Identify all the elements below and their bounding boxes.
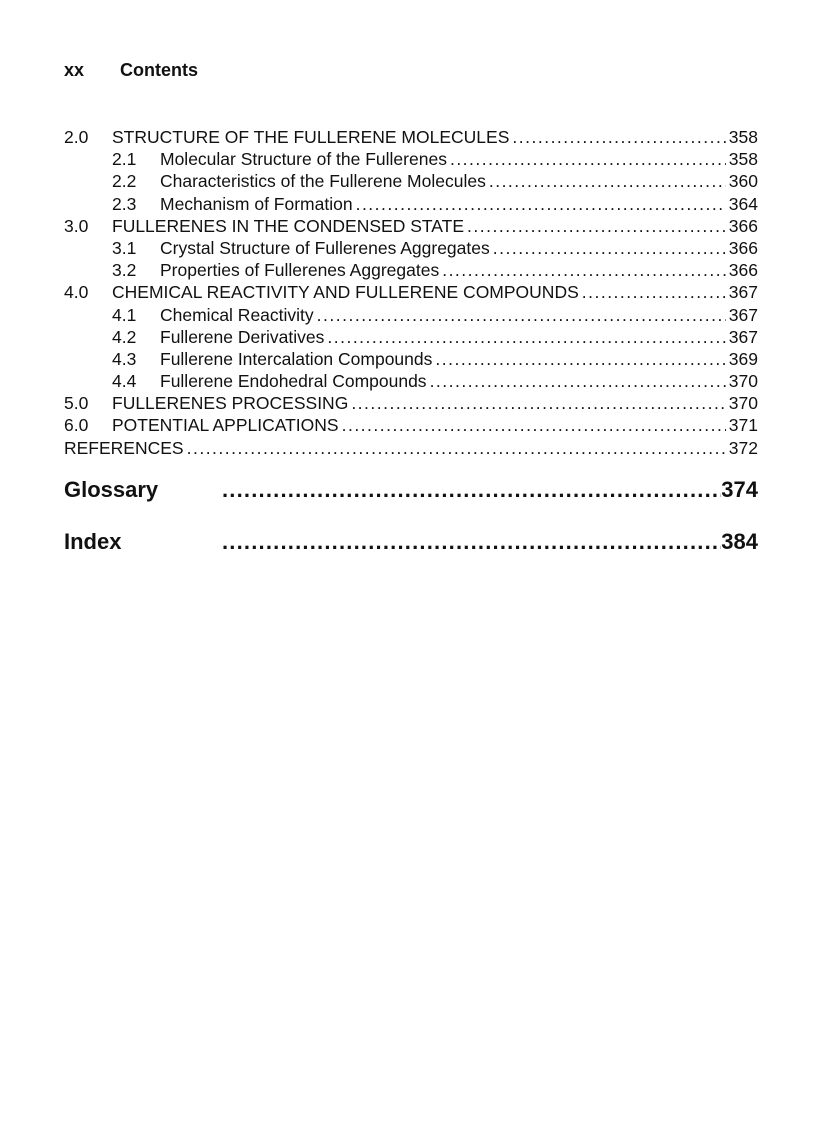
toc-entry[interactable] xyxy=(64,193,758,215)
toc-entry[interactable] xyxy=(64,237,758,259)
toc-entry-number: 3.1 xyxy=(112,237,137,258)
toc-entry-number: 5.0 xyxy=(64,393,89,414)
toc-entry[interactable] xyxy=(64,304,758,326)
toc-entry-page: 366 xyxy=(728,237,758,258)
toc-entry-title: Fullerene Intercalation Compounds xyxy=(160,348,433,369)
toc-entry-number: 2.3 xyxy=(112,193,137,214)
toc-entry-number: 2.1 xyxy=(112,149,137,170)
toc-entry-number: 4.1 xyxy=(112,304,137,325)
running-header xyxy=(64,60,198,81)
toc-entry-page: 364 xyxy=(728,193,758,214)
toc-entry-page: 366 xyxy=(728,215,758,236)
toc-list xyxy=(64,126,758,459)
toc-entry-title: Fullerene Endohedral Compounds xyxy=(160,371,427,392)
toc-entry-number: 4.4 xyxy=(112,371,137,392)
dot-leader xyxy=(342,414,726,436)
toc-entry-page: 369 xyxy=(728,348,758,369)
dot-leader xyxy=(493,237,726,259)
toc-entry-number: 4.0 xyxy=(64,282,89,303)
dot-leader xyxy=(327,326,725,348)
toc-entry-title: Mechanism of Formation xyxy=(160,193,353,214)
toc-entry-number: 4.2 xyxy=(112,326,137,347)
toc-entry-title: REFERENCES xyxy=(64,437,184,458)
dot-leader xyxy=(582,281,726,303)
toc-entry-page: 358 xyxy=(728,127,758,147)
toc-entry-page: 367 xyxy=(728,326,758,347)
toc-entry[interactable] xyxy=(64,414,758,436)
dot-leader xyxy=(512,126,725,148)
toc-entry-title: STRUCTURE OF THE FULLERENE MOLECULES xyxy=(112,127,510,147)
toc-entry[interactable] xyxy=(64,437,758,459)
dot-leader xyxy=(351,392,725,414)
toc-entry-title: Crystal Structure of Fullerenes Aggregates xyxy=(160,237,490,258)
toc-entry-page: 371 xyxy=(728,415,758,436)
toc-entry-page: 370 xyxy=(728,393,758,414)
glossary-page: 374 xyxy=(721,477,758,502)
dot-leader xyxy=(450,148,726,170)
dot-leader xyxy=(489,170,726,192)
toc-entry-page: 370 xyxy=(728,371,758,392)
toc-entry-title: Chemical Reactivity xyxy=(160,304,314,325)
toc-entry-title: CHEMICAL REACTIVITY AND FULLERENE COMPOUNDS xyxy=(112,282,579,303)
toc-entry-page: 367 xyxy=(728,304,758,325)
toc-entry[interactable] xyxy=(64,259,758,281)
toc-entry-page: 358 xyxy=(728,149,758,170)
toc-entry[interactable] xyxy=(64,348,758,370)
toc-entry-page: 360 xyxy=(728,171,758,192)
dot-leader xyxy=(467,215,726,237)
dot-leader xyxy=(222,529,721,555)
index-page: 384 xyxy=(721,529,758,554)
toc-entry[interactable] xyxy=(64,392,758,414)
dot-leader xyxy=(187,437,726,459)
toc-entry-title: FULLERENES IN THE CONDENSED STATE xyxy=(112,215,465,236)
toc-entry[interactable] xyxy=(64,370,758,392)
dot-leader xyxy=(430,370,726,392)
dot-leader xyxy=(435,348,725,370)
toc-entry[interactable] xyxy=(64,170,758,192)
toc-entry-title: Characteristics of the Fullerene Molecules xyxy=(160,171,486,192)
toc-entry-title: Properties of Fullerenes Aggregates xyxy=(160,260,440,281)
toc-entry-title: Molecular Structure of the Fullerenes xyxy=(160,149,447,170)
running-title: Contents xyxy=(120,60,198,80)
toc-entry-page: 372 xyxy=(728,437,758,458)
toc-entry-title: POTENTIAL APPLICATIONS xyxy=(112,415,339,436)
glossary-label: Glossary xyxy=(64,477,159,502)
toc-entry-number: 2.2 xyxy=(112,171,137,192)
toc-entry-number: 2.0 xyxy=(64,127,89,147)
toc-entry-number: 3.2 xyxy=(112,260,137,281)
toc-entry[interactable] xyxy=(64,281,758,303)
toc-entry-title: Fullerene Derivatives xyxy=(160,326,325,347)
toc-entry-page: 366 xyxy=(728,260,758,281)
dot-leader xyxy=(317,304,726,326)
toc-entry[interactable] xyxy=(64,215,758,237)
dot-leader xyxy=(356,193,726,215)
toc-glossary[interactable] xyxy=(64,477,758,503)
toc-entry-title: FULLERENES PROCESSING xyxy=(112,393,349,414)
toc-entry-number: 4.3 xyxy=(112,348,137,369)
toc-entry[interactable] xyxy=(64,148,758,170)
index-label: Index xyxy=(64,529,122,554)
page-folio: xx xyxy=(64,60,85,80)
toc-index[interactable] xyxy=(64,529,758,555)
toc-entry[interactable] xyxy=(64,126,758,148)
dot-leader xyxy=(222,477,721,503)
toc-entry-number: 3.0 xyxy=(64,215,89,236)
toc-entry-page: 367 xyxy=(728,282,758,303)
toc-entry[interactable] xyxy=(64,326,758,348)
dot-leader xyxy=(442,259,726,281)
toc-entry-number: 6.0 xyxy=(64,415,89,436)
